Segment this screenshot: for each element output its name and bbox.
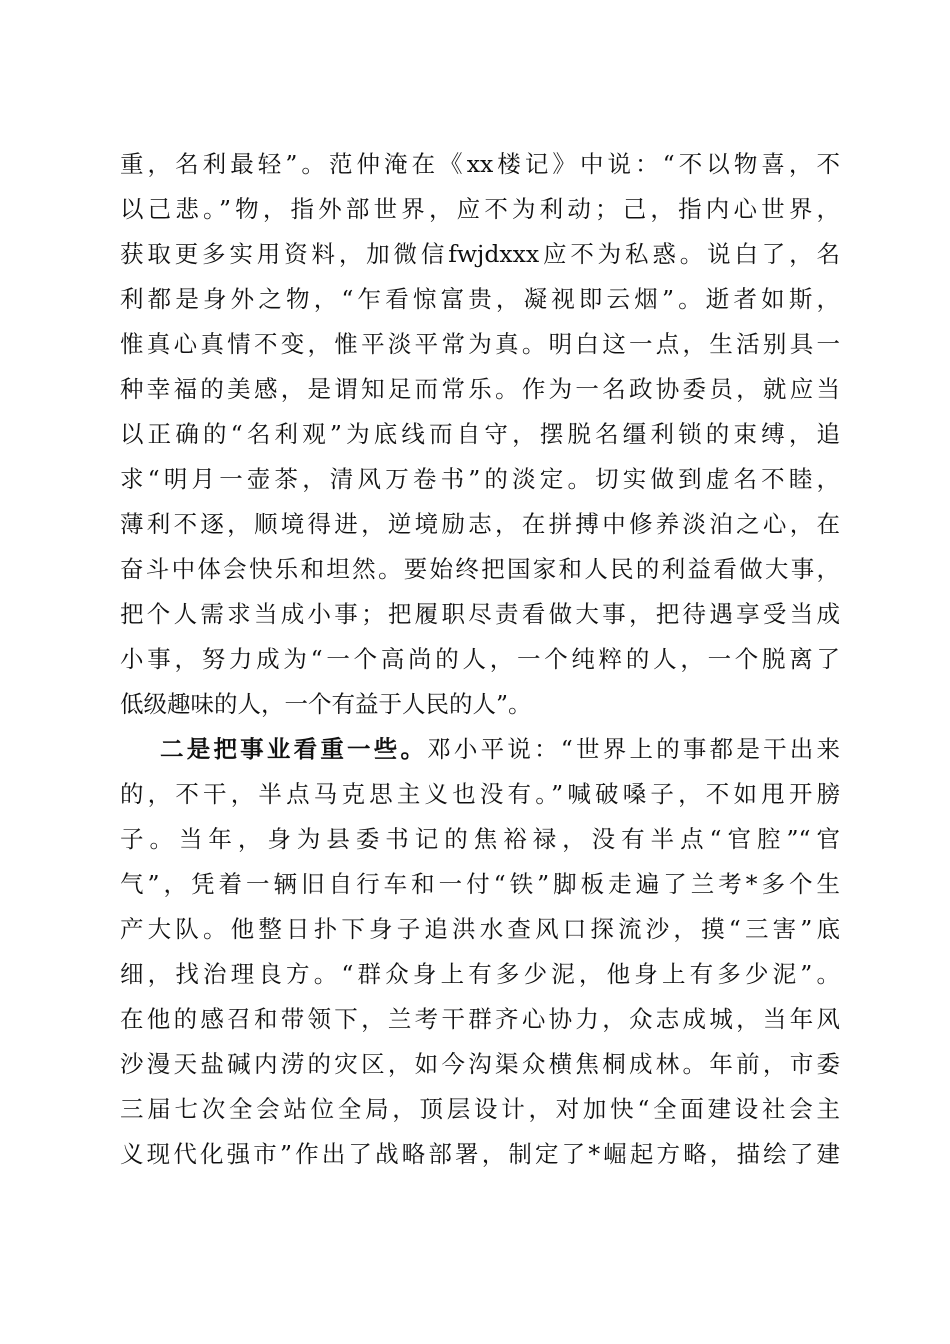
text-line: 以正确的“名利观”为底线而自守，摆脱名缰利锁的束缚，追 <box>120 420 840 448</box>
text-line: 低级趣味的人，一个有益于人民的人”。 <box>120 690 532 718</box>
body-text <box>120 142 840 1177</box>
paragraph-1 <box>120 142 840 727</box>
text-line: 种幸福的美感，是谓知足而常乐。作为一名政协委员，就应当 <box>120 375 840 403</box>
text-line: 气”，凭着一辆旧自行车和一付“铁”脚板走遍了兰考*多个生 <box>120 870 840 898</box>
text-line: 三届七次全会站位全局，顶层设计，对加快“全面建设社会主 <box>120 1095 840 1123</box>
text-line: 利都是身外之物，“乍看惊富贵，凝视即云烟”。逝者如斯， <box>120 285 840 313</box>
heading-continuation: 邓小平说：“世界上的事都是干出来 <box>427 735 841 763</box>
text-line: 惟真心真情不变，惟平淡平常为真。明白这一点，生活别具一 <box>120 330 840 358</box>
text-line: 义现代化强市”作出了战略部署，制定了*崛起方略，描绘了建 <box>120 1140 840 1168</box>
text-line: 细，找治理良方。“群众身上有多少泥，他身上有多少泥”。 <box>120 960 840 988</box>
text-line: 子。当年，身为县委书记的焦裕禄，没有半点“官腔”“官 <box>120 825 840 853</box>
text-line: 薄利不逐，顺境得进，逆境励志，在拼搏中修养淡泊之心，在 <box>120 510 840 538</box>
text-line: 小事，努力成为“一个高尚的人，一个纯粹的人，一个脱离了 <box>120 645 840 673</box>
text-line: 产大队。他整日扑下身子追洪水查风口探流沙，摸“三害”底 <box>120 915 840 943</box>
text-line: 求“明月一壶茶，清风万卷书”的淡定。切实做到虚名不睦， <box>120 465 840 493</box>
text-line: 的，不干，半点马克思主义也没有。”喊破嗓子，不如甩开膀 <box>120 780 840 808</box>
paragraph-first-line <box>120 727 840 772</box>
text-line: 沙漫天盐碱内涝的灾区，如今沟渠众横焦桐成林。年前，市委 <box>120 1050 840 1078</box>
text-line: 把个人需求当成小事；把履职尽责看做大事，把待遇享受当成 <box>120 600 840 628</box>
text-line: 获取更多实用资料，加微信fwjdxxx应不为私惑。说白了，名 <box>120 240 840 268</box>
text-line: 重，名利最轻”。范仲淹在《xx楼记》中说：“不以物喜，不 <box>120 150 840 178</box>
paragraph-2 <box>120 727 840 1177</box>
text-line: 奋斗中体会快乐和坦然。要始终把国家和人民的利益看做大事， <box>120 555 840 583</box>
text-line: 以己悲。”物，指外部世界，应不为利动；己，指内心世界， <box>120 195 840 223</box>
section-heading: 二是把事业看重一些。 <box>160 735 428 763</box>
text-line: 在他的感召和带领下，兰考干群齐心协力，众志成城，当年风 <box>120 1005 840 1033</box>
